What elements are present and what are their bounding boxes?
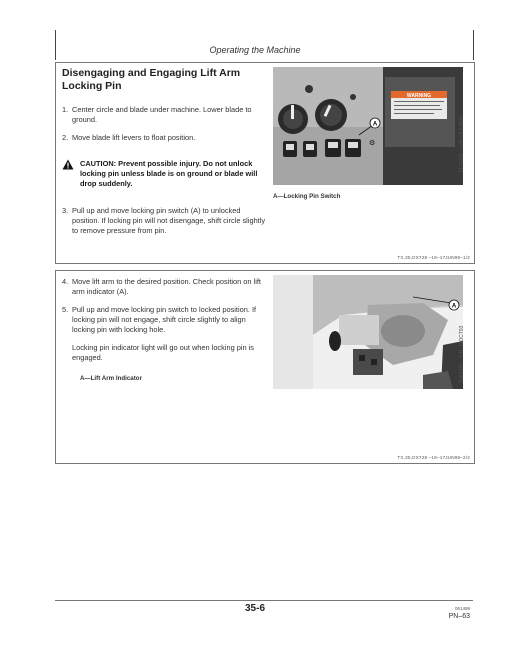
- warning-label: WARNING: [406, 93, 432, 99]
- image-id: T170215 —UN–25JUN99: [459, 116, 465, 173]
- callout-a: A: [372, 121, 378, 128]
- step-number: 3.: [62, 206, 69, 215]
- step-text: Move lift arm to the desired position. Check position on lift arm indicator (A).: [72, 277, 261, 296]
- lift-arm-indicator-photo: [273, 275, 463, 389]
- step-text: Center circle and blade under machine. Lower blade to ground.: [72, 105, 252, 124]
- image-id: T083845 —UN–11OCT93: [459, 325, 465, 383]
- step-5: [62, 305, 267, 335]
- caution-text: CAUTION: Prevent possible injury. Do not unlock locking pin unless blade is on ground or blade will drop suddenly.: [80, 159, 258, 188]
- figure-caption: A—Lift Arm Indicator: [80, 375, 142, 382]
- document-reference: TX,35,DX728 –19–17JUN99–2/2: [397, 455, 470, 460]
- caution-triangle-icon: [62, 159, 74, 170]
- step-number: 2.: [62, 133, 69, 142]
- step-4: [62, 277, 267, 297]
- section-disengaging: [55, 62, 475, 264]
- callout-a: A: [451, 303, 457, 310]
- document-reference: TX,35,DX728 –19–17JUN99–1/2: [397, 255, 470, 260]
- page-number: 35-6: [244, 603, 265, 614]
- step-text: Pull up and move locking pin switch (A) to unlocked position. If locking pin will not disengage, shift circle slightly to remove pressure from pin.: [72, 206, 266, 235]
- svg-text:⚙: ⚙: [369, 140, 376, 147]
- engaged-note: Locking pin indicator light will go out when locking pin is engaged.: [72, 343, 254, 362]
- step-text: Move blade lift levers to float position.: [72, 133, 196, 142]
- pn-number: PN–63: [448, 613, 470, 620]
- footer-rule: [55, 600, 473, 601]
- step-number: 1.: [62, 105, 69, 114]
- page-date: 061499: [454, 606, 470, 611]
- running-header: Operating the Machine: [209, 45, 301, 55]
- step-1: [62, 105, 267, 125]
- section-title: Disengaging and Engaging Lift Arm Locking Pin: [62, 67, 241, 92]
- step-3: [62, 206, 267, 236]
- figure-caption: A—Locking Pin Switch: [273, 193, 341, 200]
- step-number: 4.: [62, 277, 69, 286]
- step-text: Pull up and move locking pin switch to locked position. If locking pin will not engage, shift circle slightly to align locking pin with locking hole.: [72, 305, 257, 334]
- step-2: [62, 133, 267, 143]
- locking-pin-switch-photo: [273, 67, 463, 185]
- step-number: 5.: [62, 305, 69, 314]
- section-engaging: [55, 270, 475, 464]
